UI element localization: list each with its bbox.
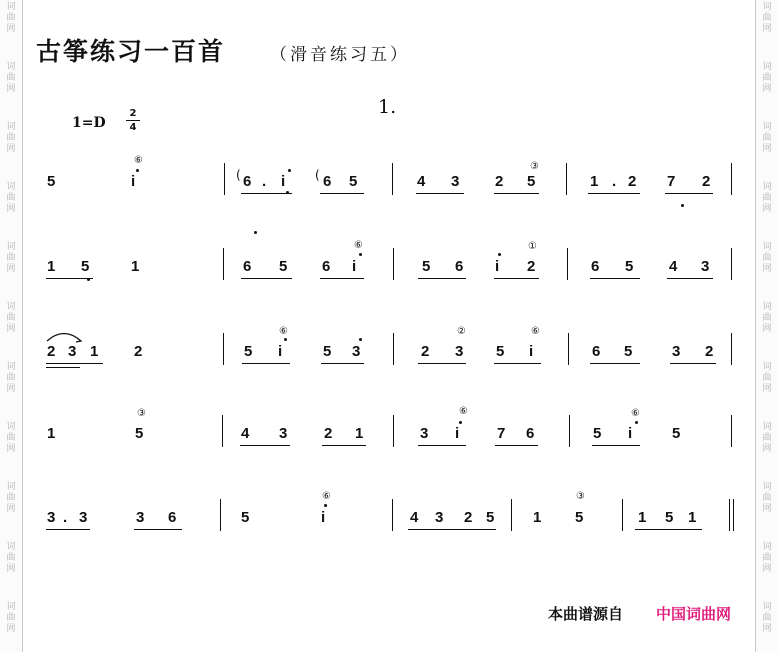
beam-underline bbox=[670, 363, 716, 364]
octave-dot bbox=[681, 204, 684, 207]
beam-underline bbox=[240, 445, 290, 446]
octave-dot bbox=[359, 253, 362, 256]
watermark-text: 词 曲 网 bbox=[762, 182, 772, 214]
score-note: . bbox=[63, 509, 68, 526]
barline bbox=[393, 248, 394, 280]
score-note: 5 bbox=[279, 258, 288, 275]
watermark-text: 词 曲 网 bbox=[762, 242, 772, 274]
watermark-text: 词 曲 网 bbox=[762, 362, 772, 394]
barline bbox=[511, 499, 512, 531]
barline bbox=[567, 248, 568, 280]
watermark-text: 词 曲 网 bbox=[6, 122, 16, 154]
time-signature bbox=[126, 108, 140, 133]
barline bbox=[729, 499, 730, 531]
score-note: 4 bbox=[241, 425, 250, 442]
watermark-text: 词 曲 网 bbox=[6, 242, 16, 274]
score-note: 2 bbox=[705, 343, 714, 360]
score-note: 3 bbox=[68, 343, 77, 360]
watermark-text: 词 曲 网 bbox=[6, 362, 16, 394]
octave-dot bbox=[635, 421, 638, 424]
score-note: 3 bbox=[420, 425, 429, 442]
score-note: 5 bbox=[244, 343, 253, 360]
score-note: 1 bbox=[688, 509, 697, 526]
beam-underline bbox=[241, 278, 292, 279]
score-note: 5 bbox=[349, 173, 358, 190]
score-note: 3 bbox=[47, 509, 56, 526]
finger-mark: ⑥ bbox=[631, 408, 640, 419]
beam-underline bbox=[320, 278, 364, 279]
beam-underline bbox=[46, 529, 90, 530]
score-note: 2 bbox=[628, 173, 637, 190]
key-signature: 1=D bbox=[72, 115, 106, 131]
score-note: 5 bbox=[672, 425, 681, 442]
score-note: 6 bbox=[323, 173, 332, 190]
score-note: 7 bbox=[497, 425, 506, 442]
octave-dot bbox=[359, 338, 362, 341]
beam-underline bbox=[590, 363, 640, 364]
score-note: 5 bbox=[241, 509, 250, 526]
score-note: 4 bbox=[410, 509, 419, 526]
score-note: i bbox=[352, 258, 357, 275]
score-note: 2 bbox=[324, 425, 333, 442]
barline bbox=[392, 499, 393, 531]
finger-mark: ② bbox=[457, 326, 466, 337]
barline bbox=[392, 163, 393, 195]
beam-underline bbox=[665, 193, 713, 194]
site-name: 中国词曲网 bbox=[656, 605, 732, 623]
score-note: 2 bbox=[134, 343, 143, 360]
beam-underline bbox=[320, 193, 364, 194]
slur-arc bbox=[44, 326, 84, 344]
octave-dot bbox=[87, 278, 90, 281]
score-note: 5 bbox=[81, 258, 90, 275]
score-note: 7 bbox=[667, 173, 676, 190]
beam-underline bbox=[494, 278, 539, 279]
score-note: 2 bbox=[47, 343, 56, 360]
score-note: 2 bbox=[527, 258, 536, 275]
beam-underline bbox=[590, 278, 640, 279]
score-note: 2 bbox=[495, 173, 504, 190]
beam-underline bbox=[46, 278, 93, 279]
score-note: . bbox=[612, 173, 617, 190]
time-signature-top: 2 bbox=[129, 108, 137, 119]
watermark-text: 词 曲 网 bbox=[6, 2, 16, 34]
score-note: 5 bbox=[624, 343, 633, 360]
beam-underline bbox=[241, 193, 292, 194]
watermark-text: 词 曲 网 bbox=[6, 602, 16, 634]
watermark-text: 词 曲 网 bbox=[6, 62, 16, 94]
barline bbox=[731, 248, 732, 280]
beam-underline bbox=[635, 529, 702, 530]
source-label: 本曲谱源自 bbox=[548, 605, 624, 623]
slide-mark: ( bbox=[236, 168, 241, 182]
barline bbox=[222, 415, 223, 447]
octave-dot bbox=[284, 338, 287, 341]
octave-dot bbox=[288, 169, 291, 172]
finger-mark: ⑥ bbox=[459, 406, 468, 417]
beam-underline bbox=[322, 445, 366, 446]
score-note: 5 bbox=[575, 509, 584, 526]
barline bbox=[733, 499, 734, 531]
score-note: 3 bbox=[451, 173, 460, 190]
score-note: 6 bbox=[592, 343, 601, 360]
beam-underline bbox=[408, 529, 496, 530]
barline bbox=[731, 163, 732, 195]
watermark-text: 词 曲 网 bbox=[762, 302, 772, 334]
octave-dot bbox=[498, 253, 501, 256]
score-note: 1 bbox=[47, 258, 56, 275]
score-note: 4 bbox=[417, 173, 426, 190]
score-subtitle: （滑音练习五） bbox=[270, 45, 410, 65]
beam-underline bbox=[418, 278, 466, 279]
score-note: . bbox=[262, 173, 267, 190]
score-note: 1 bbox=[90, 343, 99, 360]
finger-mark: ① bbox=[528, 241, 537, 252]
time-signature-bottom: 4 bbox=[129, 122, 137, 133]
score-note: 5 bbox=[665, 509, 674, 526]
beam-underline bbox=[667, 278, 713, 279]
barline bbox=[223, 333, 224, 365]
barline bbox=[220, 499, 221, 531]
watermark-text: 词 曲 网 bbox=[762, 542, 772, 574]
beam-underline bbox=[134, 529, 182, 530]
watermark-text: 词 曲 网 bbox=[6, 422, 16, 454]
beam-underline bbox=[418, 445, 466, 446]
watermark-text: 词 曲 网 bbox=[762, 422, 772, 454]
score-note: 5 bbox=[135, 425, 144, 442]
watermark-text: 词 曲 网 bbox=[762, 602, 772, 634]
score-note: 2 bbox=[421, 343, 430, 360]
score-note: i bbox=[628, 425, 633, 442]
score-note: 5 bbox=[625, 258, 634, 275]
barline bbox=[569, 415, 570, 447]
finger-mark: ⑥ bbox=[279, 326, 288, 337]
piece-number: 1. bbox=[378, 96, 397, 118]
score-note: 1 bbox=[533, 509, 542, 526]
beam-underline bbox=[494, 193, 539, 194]
score-note: 6 bbox=[168, 509, 177, 526]
octave-dot bbox=[459, 421, 462, 424]
beam-underline bbox=[46, 367, 80, 368]
beam-underline bbox=[46, 363, 103, 364]
barline bbox=[223, 248, 224, 280]
score-note: 5 bbox=[496, 343, 505, 360]
score-note: 6 bbox=[455, 258, 464, 275]
score-note: 6 bbox=[591, 258, 600, 275]
barline bbox=[393, 415, 394, 447]
beam-underline bbox=[592, 445, 640, 446]
score-note: 2 bbox=[464, 509, 473, 526]
score-note: 6 bbox=[243, 173, 252, 190]
score-note: 3 bbox=[672, 343, 681, 360]
score-note: 3 bbox=[352, 343, 361, 360]
octave-dot bbox=[324, 504, 327, 507]
score-note: 6 bbox=[526, 425, 535, 442]
score-note: 5 bbox=[47, 173, 56, 190]
score-note: i bbox=[495, 258, 500, 275]
octave-dot bbox=[286, 191, 289, 194]
finger-mark: ⑥ bbox=[134, 155, 143, 166]
watermark-text: 词 曲 网 bbox=[6, 302, 16, 334]
finger-mark: ③ bbox=[576, 491, 585, 502]
beam-underline bbox=[321, 363, 364, 364]
beam-underline bbox=[418, 363, 466, 364]
score-note: 2 bbox=[702, 173, 711, 190]
score-note: 3 bbox=[701, 258, 710, 275]
score-note: 3 bbox=[455, 343, 464, 360]
score-note: 5 bbox=[422, 258, 431, 275]
score-note: 5 bbox=[593, 425, 602, 442]
score-note: 1 bbox=[47, 425, 56, 442]
score-note: 5 bbox=[486, 509, 495, 526]
watermark-text: 词 曲 网 bbox=[762, 122, 772, 154]
beam-underline bbox=[416, 193, 464, 194]
score-note: 3 bbox=[279, 425, 288, 442]
score-note: i bbox=[278, 343, 283, 360]
barline bbox=[731, 333, 732, 365]
beam-underline bbox=[242, 363, 290, 364]
score-note: 5 bbox=[323, 343, 332, 360]
watermark-text: 词 曲 网 bbox=[762, 2, 772, 34]
score-note: 3 bbox=[136, 509, 145, 526]
score-title: 古筝练习一百首 bbox=[36, 37, 226, 66]
barline bbox=[393, 333, 394, 365]
watermark-text: 词 曲 网 bbox=[762, 482, 772, 514]
score-note: 1 bbox=[638, 509, 647, 526]
score-note: 3 bbox=[79, 509, 88, 526]
score-note: i bbox=[321, 509, 326, 526]
watermark-text: 词 曲 网 bbox=[6, 182, 16, 214]
score-note: 3 bbox=[435, 509, 444, 526]
score-note: 5 bbox=[527, 173, 536, 190]
slide-mark: ( bbox=[315, 168, 320, 182]
barline bbox=[224, 163, 225, 195]
beam-underline bbox=[494, 363, 541, 364]
score-note: i bbox=[131, 173, 136, 190]
watermark-text: 词 曲 网 bbox=[762, 62, 772, 94]
finger-mark: ⑥ bbox=[354, 240, 363, 251]
barline bbox=[622, 499, 623, 531]
score-note: 1 bbox=[355, 425, 364, 442]
score-note: 4 bbox=[669, 258, 678, 275]
finger-mark: ⑥ bbox=[322, 491, 331, 502]
score-note: i bbox=[529, 343, 534, 360]
score-note: 1 bbox=[590, 173, 599, 190]
finger-mark: ③ bbox=[137, 408, 146, 419]
score-note: i bbox=[455, 425, 460, 442]
finger-mark: ③ bbox=[530, 161, 539, 172]
finger-mark: ⑥ bbox=[531, 326, 540, 337]
score-note: i bbox=[281, 173, 286, 190]
octave-dot bbox=[254, 231, 257, 234]
barline bbox=[731, 415, 732, 447]
watermark-text: 词 曲 网 bbox=[6, 482, 16, 514]
barline bbox=[566, 163, 567, 195]
octave-dot bbox=[136, 169, 139, 172]
barline bbox=[568, 333, 569, 365]
score-note: 6 bbox=[243, 258, 252, 275]
score-note: 6 bbox=[322, 258, 331, 275]
score-note: 1 bbox=[131, 258, 140, 275]
beam-underline bbox=[588, 193, 640, 194]
watermark-text: 词 曲 网 bbox=[6, 542, 16, 574]
beam-underline bbox=[495, 445, 538, 446]
